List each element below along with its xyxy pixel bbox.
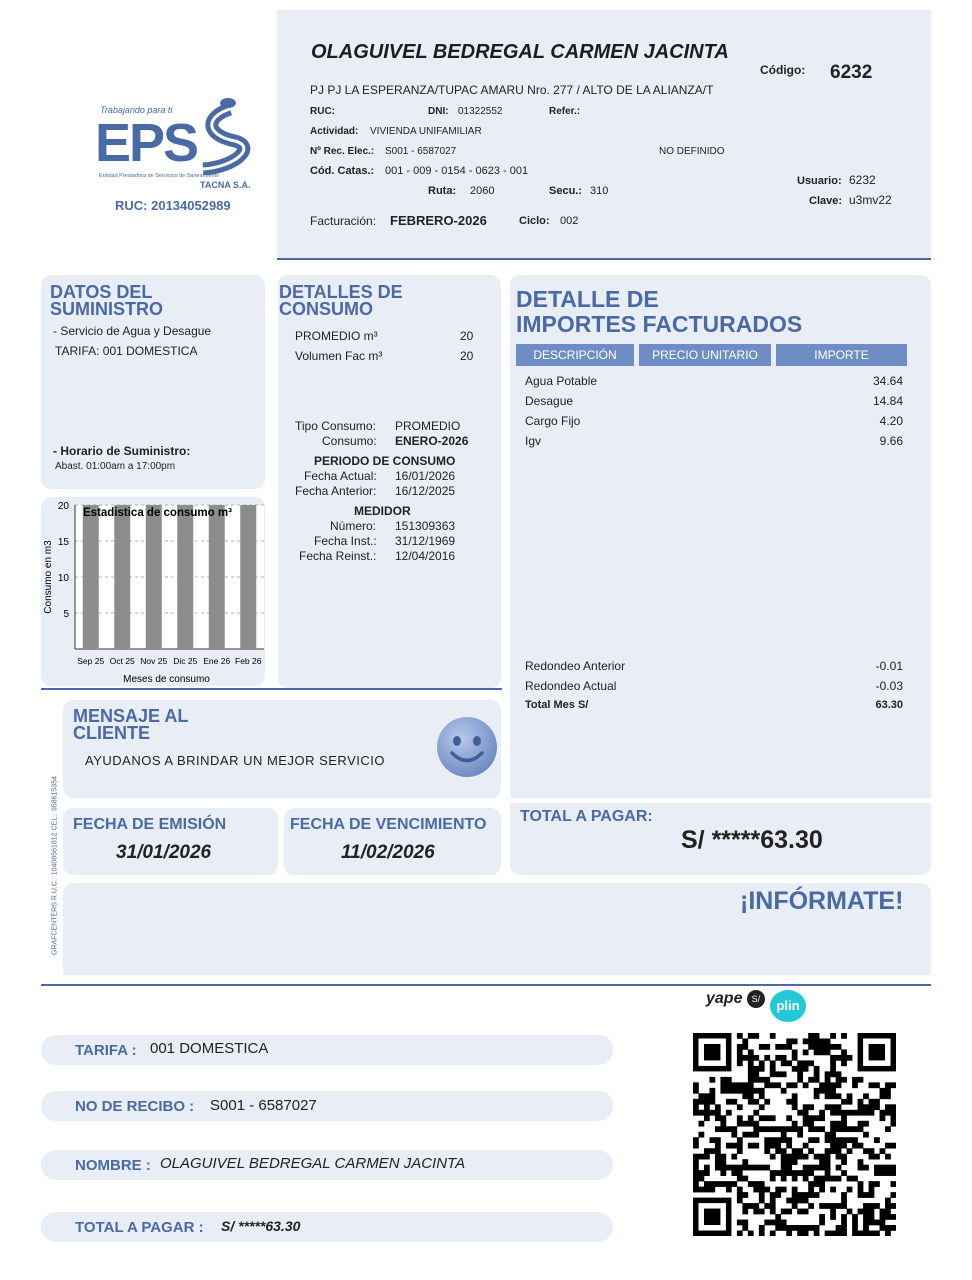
ciclo-value: 002 xyxy=(560,215,579,227)
chart-title: Estadistica de consumo m³ xyxy=(83,507,232,519)
no-definido: NO DEFINIDO xyxy=(659,146,725,157)
item-amount: 4.20 xyxy=(879,414,903,428)
x-axis-label: Meses de consumo xyxy=(123,674,210,685)
dni-value: 01322552 xyxy=(458,106,503,117)
vencimiento-value: 11/02/2026 xyxy=(341,842,435,863)
company-logo xyxy=(95,95,255,220)
nrec-label: Nº Rec. Elec.: xyxy=(310,146,375,157)
fecha-inst-label: Fecha Inst.: xyxy=(314,534,377,548)
col-precio-header: PRECIO UNITARIO xyxy=(639,344,771,366)
tarifa-text: TARIFA: 001 DOMESTICA xyxy=(55,344,198,358)
y-tick-label: 15 xyxy=(57,537,69,548)
refer-label: Refer.: xyxy=(549,106,581,117)
fecha-actual-label: Fecha Actual: xyxy=(304,469,377,483)
road-icon xyxy=(195,95,255,175)
x-tick-label: Nov 25 xyxy=(140,656,168,666)
company-ruc: RUC: 20134052989 xyxy=(115,198,231,213)
servicio-text: - Servicio de Agua y Desague xyxy=(53,324,212,338)
chart-bar xyxy=(177,505,193,649)
suministro-title-1: DATOS DEL xyxy=(50,282,153,302)
actividad-label: Actividad: xyxy=(310,126,359,137)
usuario-value: 6232 xyxy=(849,173,876,187)
chart-bar xyxy=(83,505,99,649)
col-importe-header: IMPORTE xyxy=(776,344,907,366)
footer-tarifa-value: 001 DOMESTICA xyxy=(150,1040,269,1057)
actividad-value: VIVIENDA UNIFAMILIAR xyxy=(370,126,482,137)
plin-logo: plin xyxy=(770,990,806,1022)
clave-label: Clave: xyxy=(809,195,843,207)
nrec-value: S001 - 6587027 xyxy=(385,146,457,157)
secu-value: 310 xyxy=(590,185,609,197)
fecha-anterior-value: 16/12/2025 xyxy=(395,484,456,498)
footer-nombre-value: OLAGUIVEL BEDREGAL CARMEN JACINTA xyxy=(160,1155,466,1172)
emision-value: 31/01/2026 xyxy=(116,842,212,863)
catas-value: 001 - 009 - 0154 - 0623 - 001 xyxy=(385,165,529,177)
chart-bar xyxy=(240,505,256,649)
ruc-label: RUC: xyxy=(310,106,335,117)
volumen-value: 20 xyxy=(460,349,474,363)
y-tick-label: 20 xyxy=(57,501,69,512)
x-tick-label: Dic 25 xyxy=(173,656,198,666)
fecha-reinst-label: Fecha Reinst.: xyxy=(299,549,377,563)
consumo-label: Consumo: xyxy=(322,434,377,448)
printer-side-text: GRAFCENTERS R.U.C.: 10408561812 CEL.: 958615354 xyxy=(51,776,59,955)
promedio-value: 20 xyxy=(460,329,474,343)
x-tick-label: Feb 26 xyxy=(235,656,262,666)
redondeo-anterior-value: -0.01 xyxy=(875,659,903,673)
item-amount: 9.66 xyxy=(879,434,903,448)
company-tagline: Trabajando para ti xyxy=(100,105,173,115)
importes-title-1: DETALLE DE xyxy=(516,286,659,312)
y-tick-label: 10 xyxy=(57,573,69,584)
codigo-value: 6232 xyxy=(830,62,873,83)
mensaje-title-1: MENSAJE AL xyxy=(73,706,189,726)
mensaje-title-2: CLIENTE xyxy=(73,723,151,743)
redondeo-anterior-label: Redondeo Anterior xyxy=(525,659,626,673)
yape-badge-icon: S/ xyxy=(747,990,765,1008)
horario-label: - Horario de Suministro: xyxy=(53,444,191,458)
numero-label: Número: xyxy=(330,519,377,533)
footer-recibo-label: NO DE RECIBO : xyxy=(75,1098,195,1115)
col-desc-header: DESCRIPCIÓN xyxy=(516,344,634,366)
consumption-chart xyxy=(41,497,265,686)
emision-label: FECHA DE EMISIÓN xyxy=(73,816,227,833)
facturacion-label: Facturación: xyxy=(310,214,377,228)
item-amount: 14.84 xyxy=(872,394,903,408)
total-value: S/ *****63.30 xyxy=(681,826,823,854)
total-label: TOTAL A PAGAR: xyxy=(520,808,653,825)
item-desc: Desague xyxy=(525,394,574,408)
footer-total-label: TOTAL A PAGAR : xyxy=(75,1219,204,1236)
company-city: TACNA S.A. xyxy=(200,180,251,190)
mid-divider xyxy=(41,688,502,690)
item-desc: Agua Potable xyxy=(525,374,598,388)
volumen-label: Volumen Fac m³ xyxy=(295,349,383,363)
ruta-value: 2060 xyxy=(470,185,495,197)
usuario-label: Usuario: xyxy=(797,175,842,187)
periodo-title: PERIODO DE CONSUMO xyxy=(314,454,456,468)
yape-text: yape xyxy=(706,990,743,1008)
informate-title: ¡INFÓRMATE! xyxy=(740,887,904,915)
x-tick-label: Sep 25 xyxy=(77,656,105,666)
smiley-icon xyxy=(436,716,498,778)
total-mes-value: 63.30 xyxy=(875,699,903,711)
consumo-value: ENERO-2026 xyxy=(395,434,469,448)
promedio-label: PROMEDIO m³ xyxy=(295,329,378,343)
informate-underline xyxy=(41,984,931,986)
footer-tarifa-label: TARIFA : xyxy=(75,1042,137,1059)
fecha-inst-value: 31/12/1969 xyxy=(395,534,456,548)
yape-logo xyxy=(706,990,765,1008)
item-desc: Igv xyxy=(525,434,542,448)
total-mes-label: Total Mes S/ xyxy=(525,699,589,711)
item-desc: Cargo Fijo xyxy=(525,414,581,428)
clave-value: u3mv22 xyxy=(849,193,892,207)
tipo-consumo-label: Tipo Consumo: xyxy=(295,419,376,433)
header-underline xyxy=(277,258,931,260)
footer-total-value: S/ *****63.30 xyxy=(221,1218,301,1234)
suministro-title-2: SUMINISTRO xyxy=(50,299,164,319)
vencimiento-label: FECHA DE VENCIMIENTO xyxy=(290,816,487,833)
address: PJ PJ LA ESPERANZA/TUPAC AMARU Nro. 277 / ALTO DE LA ALIANZA/T xyxy=(310,83,714,97)
chart-bar xyxy=(114,505,130,649)
x-tick-label: Ene 26 xyxy=(203,656,231,666)
fecha-actual-value: 16/01/2026 xyxy=(395,469,456,483)
ciclo-label: Ciclo: xyxy=(519,215,550,227)
consumo-title-1: DETALLES DE xyxy=(279,282,403,302)
redondeo-actual-value: -0.03 xyxy=(875,679,903,693)
codigo-label: Código: xyxy=(760,63,806,77)
numero-value: 151309363 xyxy=(395,519,456,533)
fecha-reinst-value: 12/04/2016 xyxy=(395,549,456,563)
importes-title-2: IMPORTES FACTURADOS xyxy=(516,311,803,337)
y-axis-label: Consumo en m3 xyxy=(43,540,54,614)
qr-code[interactable] xyxy=(693,1033,896,1236)
mensaje-text: AYUDANOS A BRINDAR UN MEJOR SERVICIO xyxy=(85,753,385,768)
chart-bar xyxy=(146,505,162,649)
consumo-title-2: CONSUMO xyxy=(279,299,373,319)
item-amount: 34.64 xyxy=(872,374,903,388)
tipo-consumo-value: PROMEDIO xyxy=(395,419,461,433)
customer-name: OLAGUIVEL BEDREGAL CARMEN JACINTA xyxy=(311,41,729,63)
redondeo-actual-label: Redondeo Actual xyxy=(525,679,617,693)
chart-bar xyxy=(209,505,225,649)
plot-area xyxy=(75,505,264,649)
ruta-label: Ruta: xyxy=(428,185,457,197)
dni-label: DNI: xyxy=(428,106,449,117)
footer-recibo-value: S001 - 6587027 xyxy=(210,1097,317,1114)
footer-nombre-label: NOMBRE : xyxy=(75,1157,151,1174)
x-tick-label: Oct 25 xyxy=(109,656,135,666)
company-full-name: Entidad Prestadora de Servicios de Saneamiento xyxy=(99,173,220,179)
facturacion-value: FEBRERO-2026 xyxy=(390,213,487,228)
catas-label: Cód. Catas.: xyxy=(310,165,375,177)
fecha-anterior-label: Fecha Anterior: xyxy=(295,484,377,498)
horario-value: Abast. 01:00am a 17:00pm xyxy=(55,461,176,472)
secu-label: Secu.: xyxy=(549,185,583,197)
medidor-title: MEDIDOR xyxy=(354,504,411,518)
logo-mark: EPS xyxy=(95,113,198,173)
y-tick-label: 5 xyxy=(63,609,69,620)
